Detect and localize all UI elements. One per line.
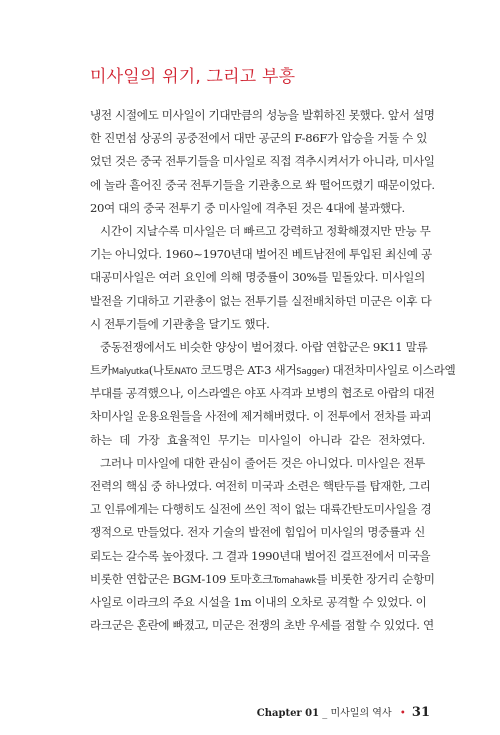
text-line: 고 인류에게는 다행히도 실전에 쓰인 적이 없는 대륙간탄도미사일을 경 [90, 502, 432, 517]
text-line: 중동전쟁에서도 비슷한 양상이 벌어졌다. 아랍 연합군은 9K11 말류 [100, 339, 428, 354]
footer-separator: _ [322, 708, 328, 719]
bullet-icon: • [399, 708, 406, 719]
text-line: 하는 데 가장 효율적인 무기는 미사일이 아니라 같은 전차였다. [90, 432, 425, 447]
text-line: 대공미사일은 여러 요인에 의해 명중률이 30%를 밑돌았다. 미사일의 [90, 270, 425, 285]
text-run: (나토 [148, 363, 175, 378]
text-line: 에 놀라 흩어진 중국 전투기들을 기관총으로 쏴 떨어뜨렸기 때문이었다. [90, 177, 435, 192]
section-heading: 미사일의 위기, 그리고 부흥 [90, 67, 296, 87]
text-line: 그러나 미사일에 대한 관심이 줄어든 것은 아니었다. 미사일은 전투 [100, 455, 425, 470]
text-line: 었던 것은 중국 전투기들을 미사일로 직접 격추시켜서가 아니라, 미사일 [90, 154, 435, 169]
text-line: 쟁적으로 만들었다. 전자 기술의 발전에 힘입어 미사일의 명중률과 신 [90, 525, 425, 540]
text-line: 한 진먼섬 상공의 공중전에서 대만 공군의 F-86F가 압승을 거둘 수 있 [90, 131, 428, 146]
text-line: 사일로 이라크의 주요 시설을 1m 이내의 오차로 공격할 수 있었다. 이 [90, 594, 427, 609]
page-footer [257, 704, 430, 720]
text-line: 뢰도는 갈수록 높아졌다. 그 결과 1990년대 벌어진 걸프전에서 미국을 [90, 548, 431, 563]
text-line: 냉전 시절에도 미사일이 기대만큼의 성능을 발휘하진 못했다. 앞서 설명 [90, 108, 435, 122]
chapter-title: 미사일의 역사 [330, 708, 392, 719]
text-run: 비롯한 연합군은 BGM-109 토마호크 [90, 571, 273, 586]
text-run: 를 비롯한 장거리 순항미 [316, 571, 435, 586]
text-line: 시 전투기들에 기관총을 달기도 했다. [90, 316, 270, 331]
text-line: 전력의 핵심 중 하나였다. 여전히 미국과 소련은 핵탄두를 탑재한, 그리 [90, 479, 431, 493]
text-line: 차미사일 운용요원들을 사전에 제거해버렸다. 이 전투에서 전차를 파괴 [90, 409, 432, 424]
text-line-mixed [90, 568, 435, 591]
text-line: 시간이 지날수록 미사일은 더 빠르고 강력하고 정확해졌지만 만능 무 [100, 223, 431, 238]
foreign-term: Sagger [296, 367, 326, 378]
text-line: 발전을 기대하고 기관총이 없는 전투기를 실전배치하던 미군은 이후 다 [90, 293, 432, 308]
text-line: 부대를 공격했으나, 이스라엘은 야포 사격과 보병의 협조로 아랍의 대전 [90, 386, 435, 401]
text-run: 트카 [90, 363, 112, 378]
page-number: 31 [411, 705, 430, 720]
text-line-mixed [90, 359, 456, 382]
text-line: 기는 아니었다. 1960~1970년대 벌어진 베트남전에 투입된 최신예 공 [90, 247, 432, 262]
text-run: 코드명은 AT-3 새거 [197, 363, 297, 378]
body-text [90, 104, 456, 637]
chapter-label: Chapter 01 [256, 708, 320, 719]
foreign-term: NATO [174, 367, 198, 378]
text-line: 라크군은 혼란에 빠졌고, 미군은 전쟁의 초반 우세를 점할 수 있었다. 연 [90, 618, 434, 633]
text-run: ) 대전차미사일로 이스라엘 [325, 363, 456, 378]
text-line: 20여 대의 중국 전투기 중 미사일에 격추된 것은 4대에 불과했다. [90, 200, 405, 215]
foreign-term: Tomahawk [272, 575, 317, 586]
foreign-term: Malyutka [111, 367, 149, 378]
